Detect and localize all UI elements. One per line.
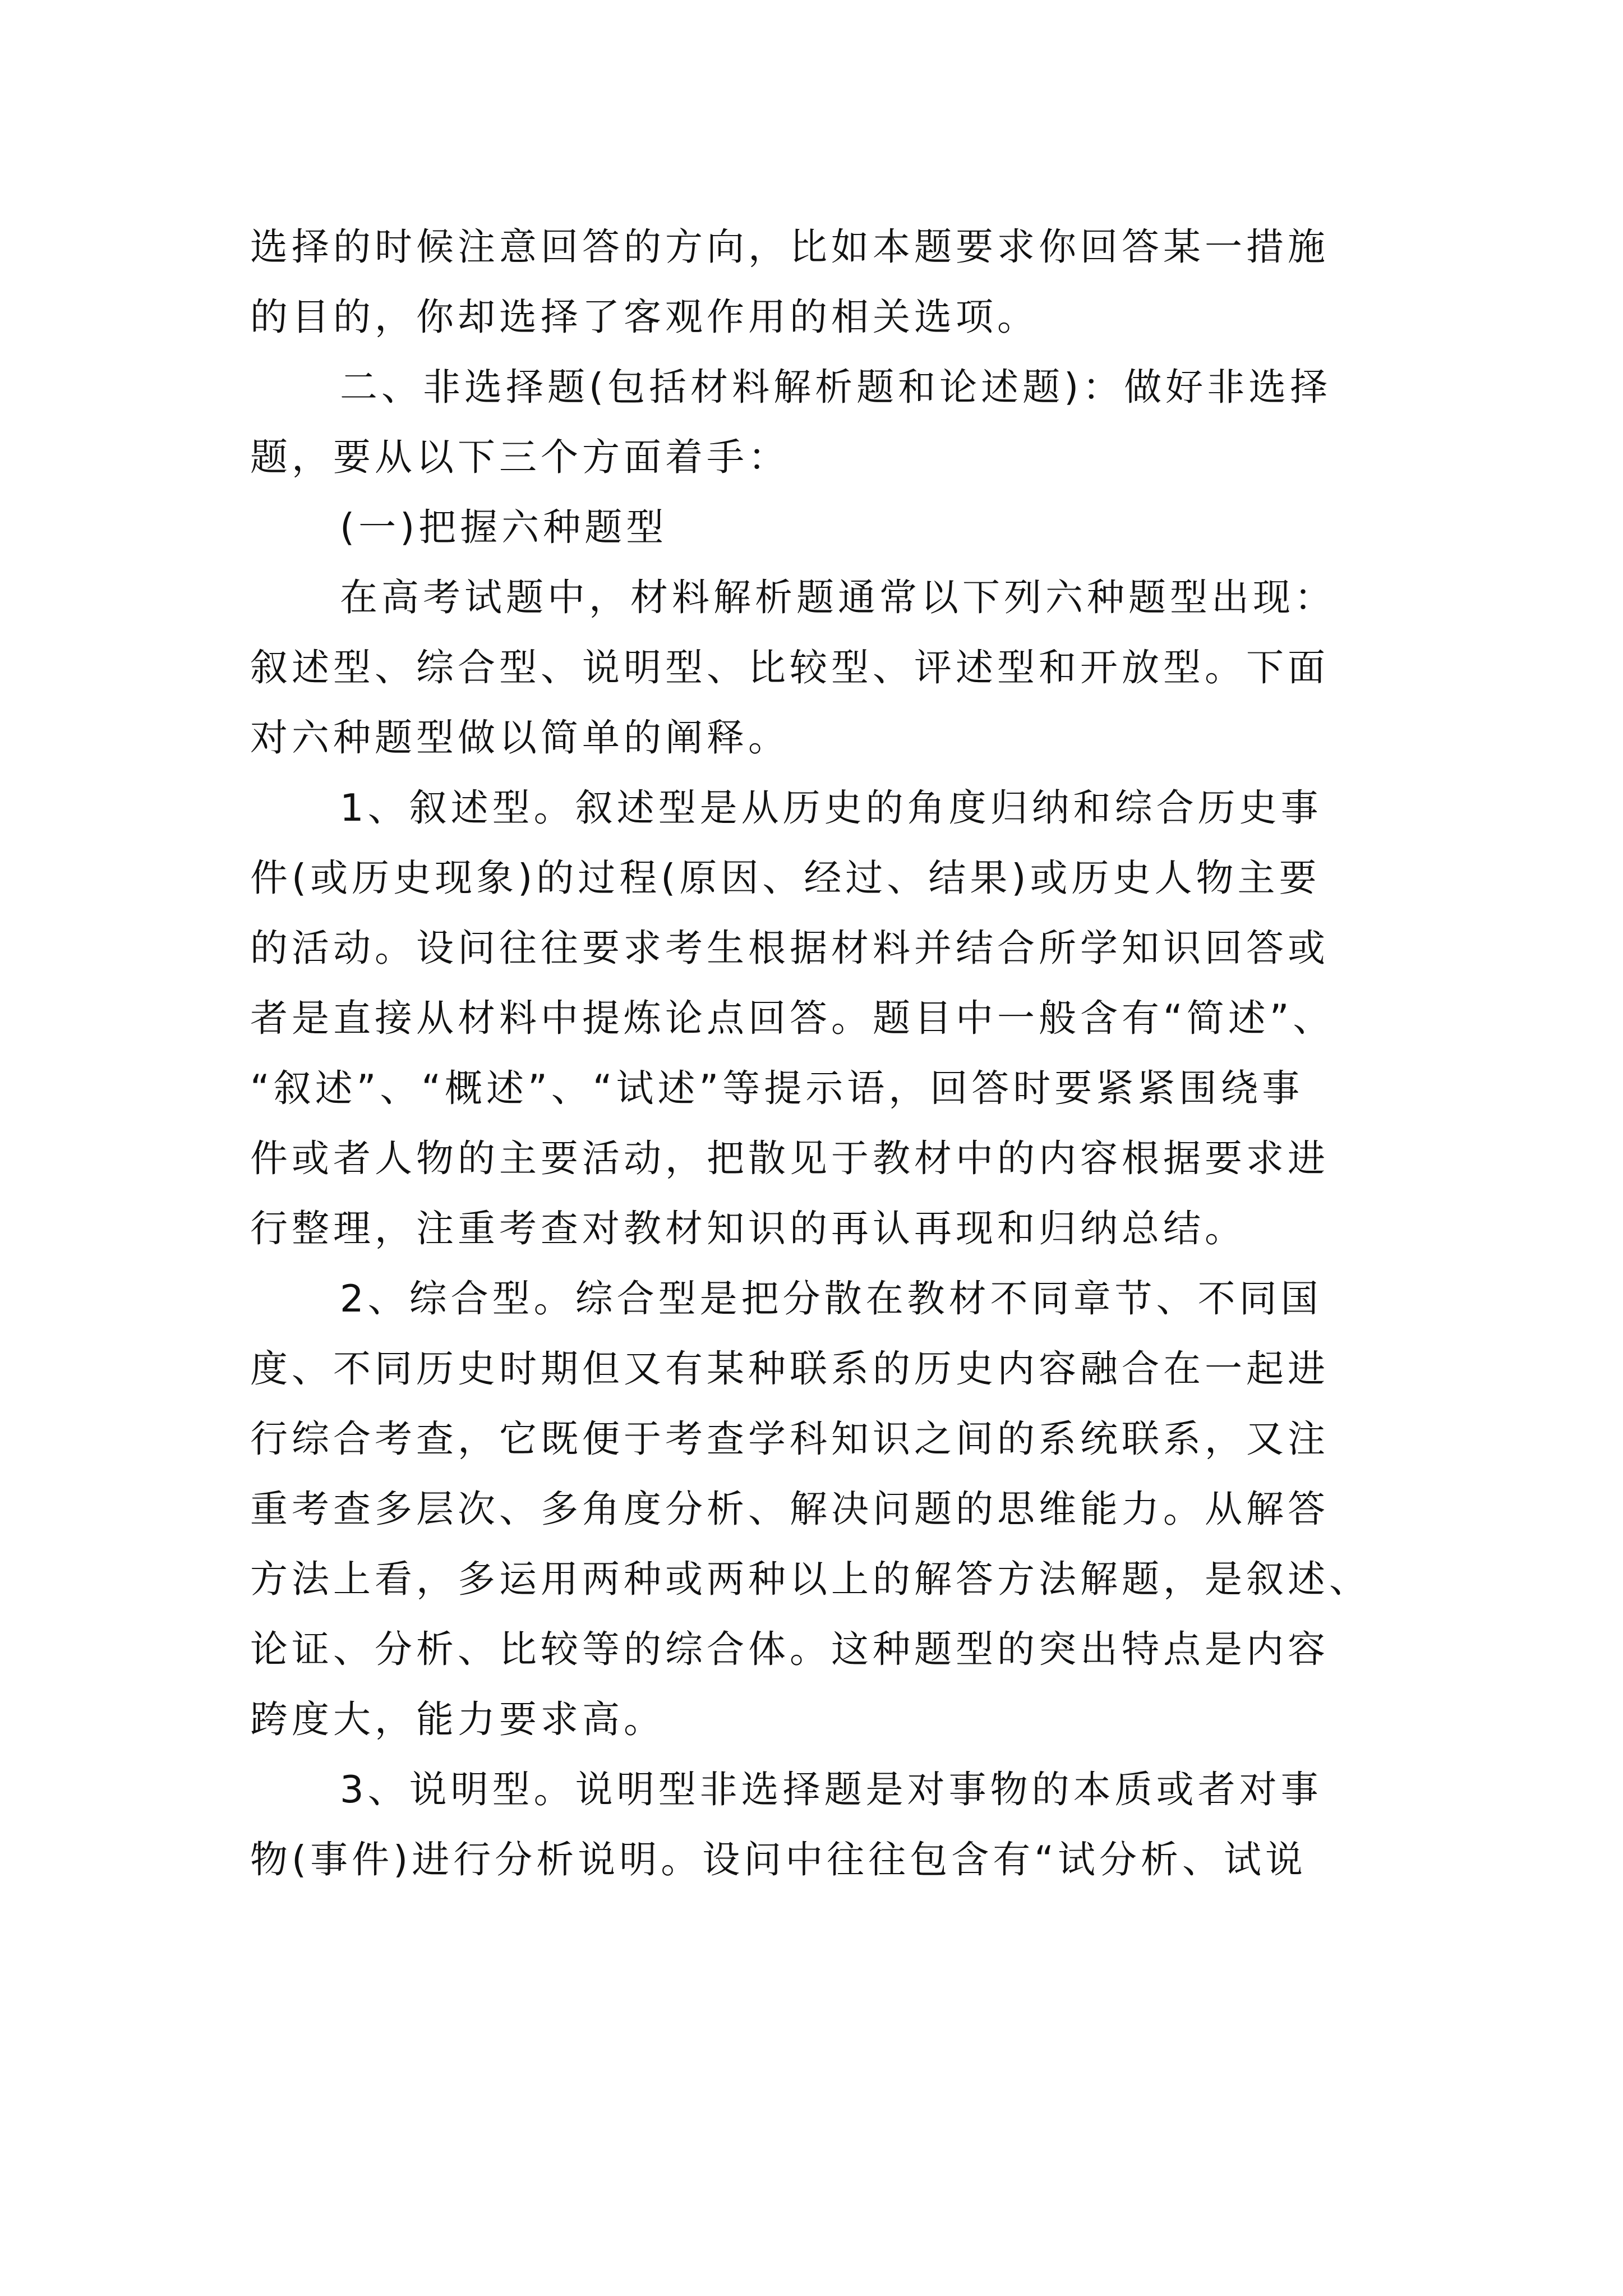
text-line: 的目的，你却选择了客观作用的相关选项。	[250, 295, 1039, 339]
text-line: “叙述”、“概述”、“试述”等提示语，回答时要紧紧围绕事	[250, 1066, 1304, 1110]
paragraph-start-line: 1、叙述型。叙述型是从历史的角度归纳和综合历史事	[340, 786, 1322, 830]
text-line: 的活动。设问往往要求考生根据材料并结合所学知识回答或	[250, 926, 1329, 970]
text-line: 者是直接从材料中提炼论点回答。题目中一般含有“简述”、	[250, 996, 1335, 1040]
text-line: 行综合考查，它既便于考查学科知识之间的系统联系，又注	[250, 1417, 1329, 1461]
text-line: 题，要从以下三个方面着手：	[250, 435, 790, 479]
paragraph-start-line: 3、说明型。说明型非选择题是对事物的本质或者对事	[340, 1768, 1322, 1811]
text-line: 跨度大，能力要求高。	[250, 1697, 665, 1741]
text-line: 叙述型、综合型、说明型、比较型、评述型和开放型。下面	[250, 646, 1329, 689]
section-heading: (一)把握六种题型	[340, 505, 668, 549]
paragraph-start-line: 在高考试题中，材料解析题通常以下列六种题型出现：	[340, 576, 1336, 619]
text-line: 选择的时候注意回答的方向，比如本题要求你回答某一措施	[250, 225, 1329, 269]
text-line: 物(事件)进行分析说明。设问中往往包含有“试分析、试说	[250, 1838, 1307, 1881]
text-line: 论证、分析、比较等的综合体。这种题型的突出特点是内容	[250, 1627, 1329, 1671]
body-text	[250, 212, 1377, 1895]
text-line: 方法上看，多运用两种或两种以上的解答方法解题，是叙述、	[250, 1557, 1371, 1601]
text-line: 件(或历史现象)的过程(原因、经过、结果)或历史人物主要	[250, 856, 1321, 900]
text-line: 行整理，注重考查对教材知识的再认再现和归纳总结。	[250, 1207, 1246, 1250]
text-line: 度、不同历史时期但又有某种联系的历史内容融合在一起进	[250, 1347, 1329, 1391]
paragraph-start-line: 2、综合型。综合型是把分散在教材不同章节、不同国	[340, 1277, 1322, 1320]
paragraph-start-line: 二、非选择题(包括材料解析题和论述题)：做好非选择	[340, 365, 1332, 409]
text-line: 件或者人物的主要活动，把散见于教材中的内容根据要求进	[250, 1137, 1329, 1180]
text-line: 重考查多层次、多角度分析、解决问题的思维能力。从解答	[250, 1487, 1329, 1531]
text-line: 对六种题型做以简单的阐释。	[250, 716, 790, 760]
